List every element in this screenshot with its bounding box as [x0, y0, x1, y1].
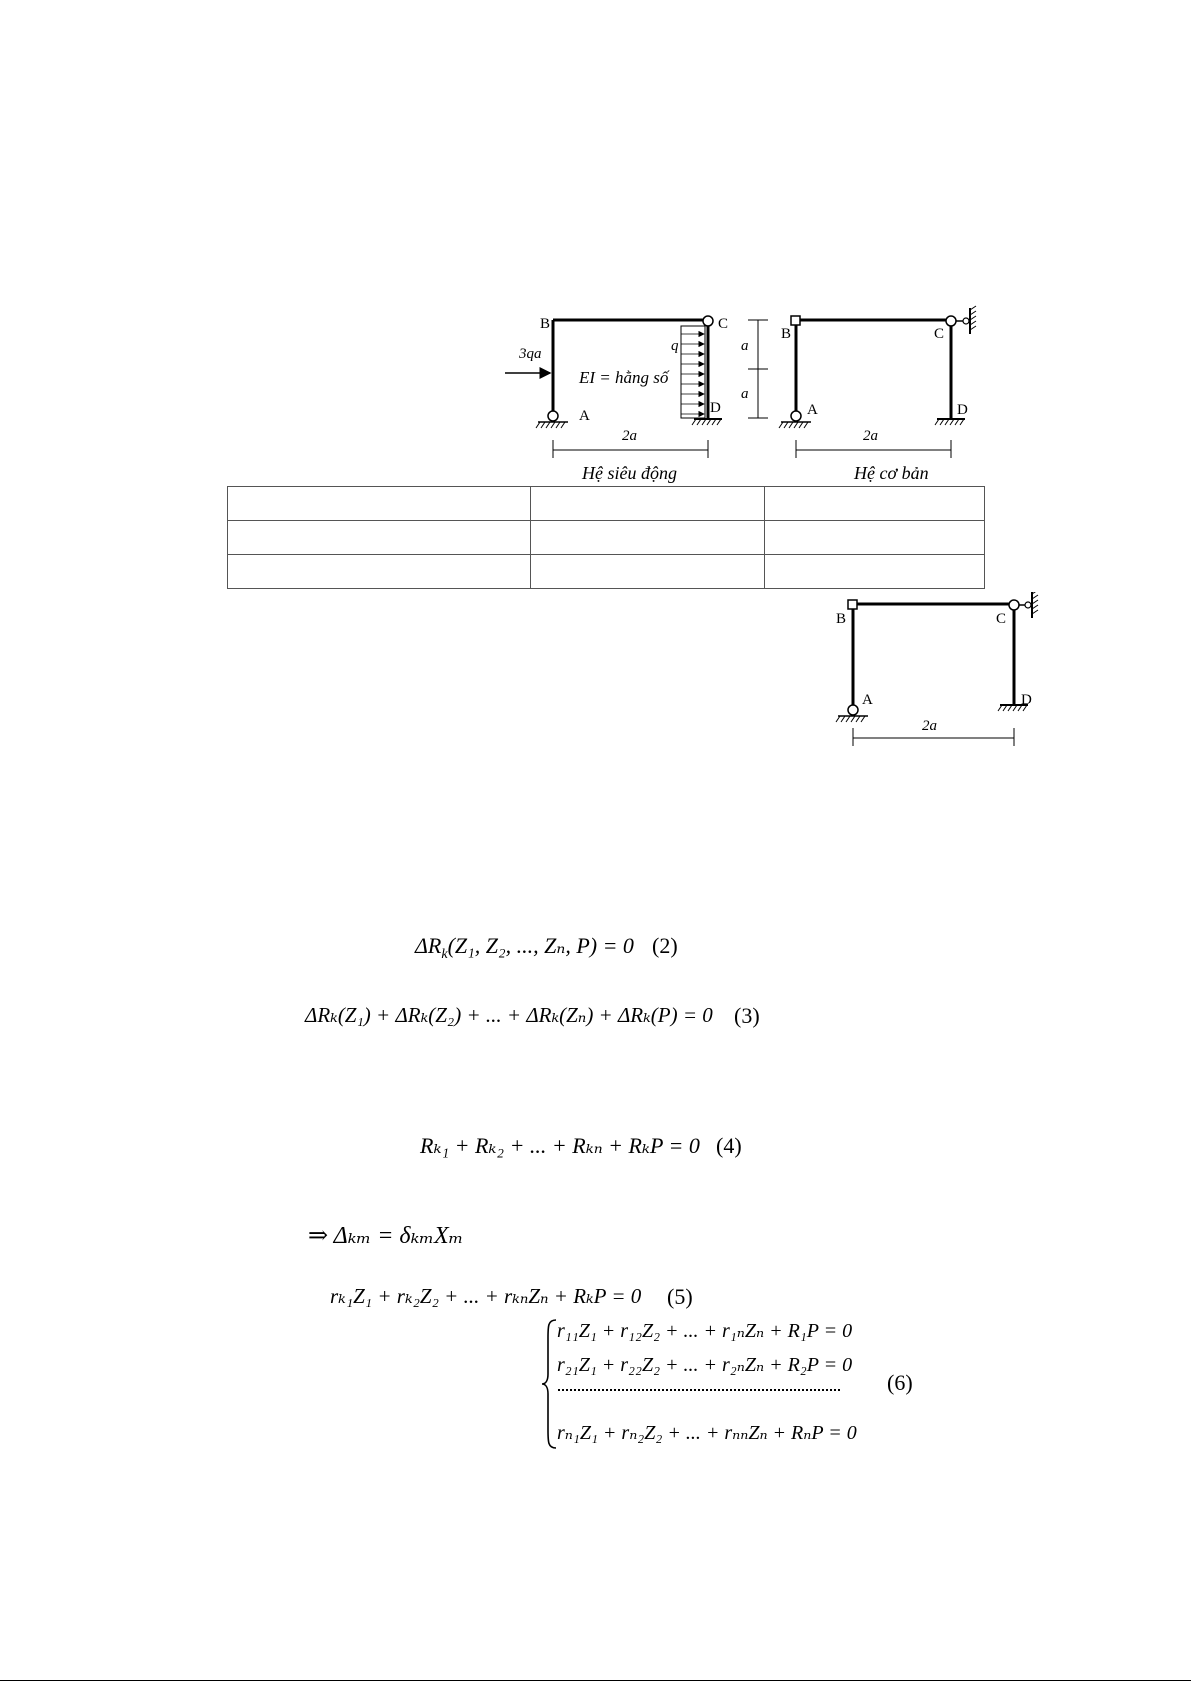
table-row	[228, 487, 985, 521]
pin-support-a-icon	[848, 705, 858, 715]
point-label-b: B	[540, 316, 551, 332]
point-label-c: C	[718, 316, 729, 332]
point-label-a: A	[579, 408, 590, 424]
structure-figure-small	[820, 592, 1060, 752]
load-label-3qa: 3qa	[519, 346, 542, 362]
structure-figures-top	[0, 300, 1191, 490]
equation-3: ΔRₖ(Z₁) + ΔRₖ(Z₂) + ... + ΔRₖ(Zₙ) + ΔRₖ(P) = 0	[305, 1003, 713, 1027]
system-row-3: rₙ₁Z₁ + rₙ₂Z₂ + ... + rₙₙZₙ + RₙP = 0	[557, 1422, 857, 1444]
load-label-q: q	[671, 338, 679, 354]
system-ellipsis-row	[558, 1389, 840, 1391]
table-row	[228, 555, 985, 589]
hinge-c-icon	[946, 316, 956, 326]
pin-support-a-icon	[548, 411, 558, 421]
equation-number-5: (5)	[667, 1284, 693, 1309]
rotation-lock-b-icon	[791, 316, 800, 325]
pin-support-a-icon	[791, 411, 801, 421]
equation-4: Rₖ₁ + Rₖ₂ + ... + Rₖₙ + RₖP = 0	[420, 1133, 700, 1158]
height-label-top: a	[741, 338, 749, 354]
equation-2: $\Delta R_k(Z_1$, Z₂, ..., Zₙ, P) = 0	[415, 933, 634, 962]
point-label-d: D	[957, 402, 968, 418]
rotation-lock-b-icon	[848, 600, 857, 609]
blank-table	[227, 486, 985, 589]
span-label: 2a	[622, 428, 637, 444]
hinge-c-icon	[1009, 600, 1019, 610]
point-label-c: C	[996, 611, 1007, 627]
table-row	[228, 521, 985, 555]
height-label-bottom: a	[741, 386, 749, 402]
point-label-b: B	[781, 326, 792, 342]
point-label-a: A	[862, 692, 873, 708]
span-label: 2a	[922, 718, 937, 734]
implication: ⇒ Δₖₘ = δₖₘXₘ	[308, 1223, 464, 1249]
hinge-c-icon	[703, 316, 713, 326]
system-row-2: r₂₁Z₁ + r₂₂Z₂ + ... + r₂ₙZₙ + R₂P = 0	[557, 1354, 853, 1376]
point-label-c: C	[934, 326, 945, 342]
ei-label: EI = hằng số	[579, 368, 669, 387]
point-label-d: D	[710, 400, 721, 416]
equation-number-3: (3)	[734, 1003, 760, 1028]
point-label-a: A	[807, 402, 818, 418]
equation-5: rₖ₁Z₁ + rₖ₂Z₂ + ... + rₖₙZₙ + RₖP = 0	[330, 1284, 642, 1308]
point-label-b: B	[836, 611, 847, 627]
equation-number-6: (6)	[887, 1370, 913, 1395]
caption-indeterminate: Hệ siêu động	[582, 463, 677, 483]
page-bottom-rule	[0, 1680, 1191, 1681]
point-label-d: D	[1021, 692, 1032, 708]
equation-number-4: (4)	[716, 1133, 742, 1158]
caption-primary-system: Hệ cơ bản	[854, 463, 929, 483]
equation-number-2: (2)	[652, 933, 678, 958]
system-row-1: r₁₁Z₁ + r₁₂Z₂ + ... + r₁ₙZₙ + R₁P = 0	[557, 1320, 853, 1342]
span-label: 2a	[863, 428, 878, 444]
